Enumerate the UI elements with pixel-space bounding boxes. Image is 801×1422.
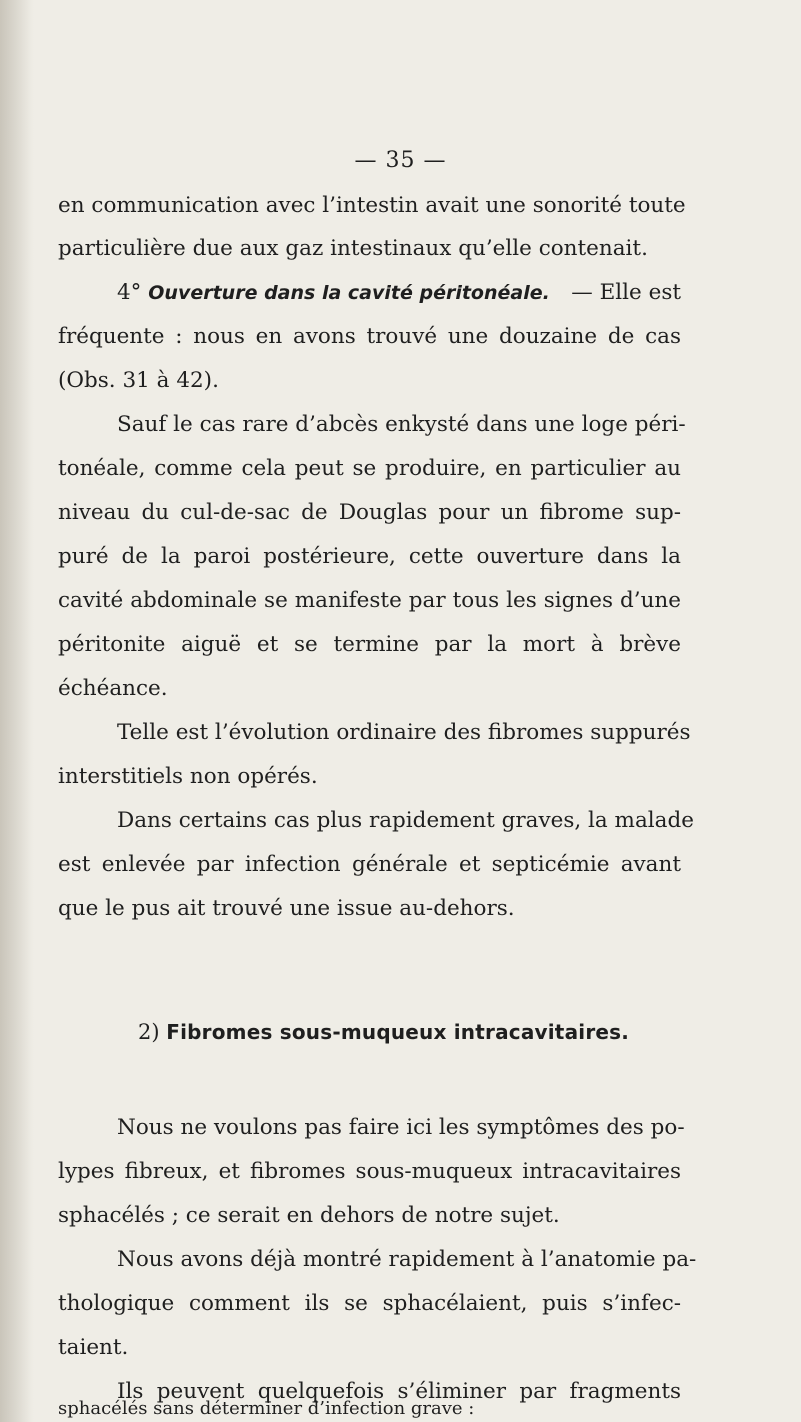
page-number: — 35 — (354, 148, 447, 173)
text-line: (Obs. 31 à 42). (58, 368, 219, 393)
text-line: — Elle est (571, 280, 681, 305)
text-line: fréquente : nous en avons trouvé une douzaine de cas (58, 324, 681, 349)
text-line: péritonite aiguë et se termine par la mort à brève (58, 632, 681, 657)
item-4-title: Ouverture dans la cavité péritonéale. (148, 282, 550, 304)
text-line: en communication avec l’intestin avait une sonorité toute (58, 193, 686, 218)
text-line: particulière due aux gaz intestinaux qu’elle contenait. (58, 236, 648, 261)
text-line: lypes fibreux, et fibromes sous-muqueux intracavitaires (58, 1159, 681, 1184)
text-line: est enlevée par infection générale et septicémie avant (58, 852, 681, 877)
binding-shadow (0, 0, 34, 1422)
section-title: Fibromes sous-muqueux intracavitaires. (166, 1020, 630, 1044)
item-4-line (117, 282, 681, 304)
text-line: tonéale, comme cela peut se produire, en particulier au (58, 456, 681, 481)
text-line: Sauf le cas rare d’abcès enkysté dans une loge péri- (117, 412, 686, 437)
text-line: thologique comment ils se sphacélaient, puis s’infec- (58, 1291, 681, 1316)
text-line: taient. (58, 1335, 129, 1360)
section-heading (138, 1020, 629, 1044)
item-4-number: 4° (117, 280, 142, 305)
text-line: interstitiels non opérés. (58, 764, 318, 789)
section-number: 2) (138, 1020, 160, 1044)
text-line: Dans certains cas plus rapidement graves, la malade (117, 808, 694, 833)
text-line: Ils peuvent quelquefois s’éliminer par fragments (117, 1379, 681, 1404)
text-line: échéance. (58, 676, 168, 701)
text-line: puré de la paroi postérieure, cette ouverture dans la (58, 544, 681, 569)
text-line: Nous ne voulons pas faire ici les symptômes des po- (117, 1115, 685, 1140)
text-line: Nous avons déjà montré rapidement à l’anatomie pa- (117, 1247, 697, 1272)
text-line: cavité abdominale se manifeste par tous les signes d’une (58, 588, 681, 613)
text-line: sphacélés sans déterminer d’infection grave : (58, 1398, 475, 1419)
text-line: que le pus ait trouvé une issue au-dehors. (58, 896, 515, 921)
text-line: sphacélés ; ce serait en dehors de notre sujet. (58, 1203, 560, 1228)
text-line: Telle est l’évolution ordinaire des fibromes suppurés (117, 720, 691, 745)
text-line: niveau du cul-de-sac de Douglas pour un fibrome sup- (58, 500, 681, 525)
